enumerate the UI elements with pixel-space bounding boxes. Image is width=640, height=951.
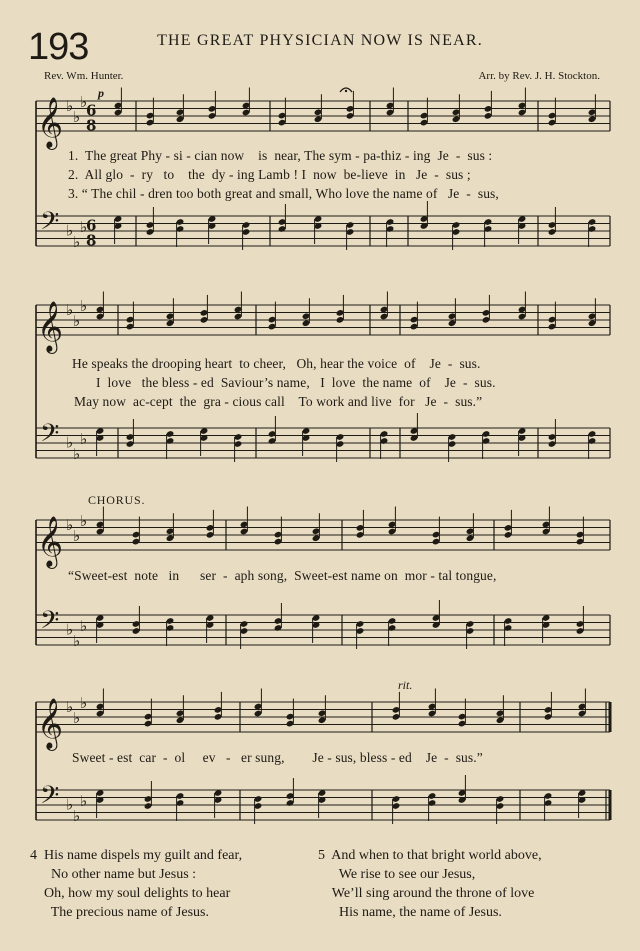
- treble-clef-icon: 𝄞: [37, 516, 64, 567]
- lyric-line-s1-v2: 2. All glo - ry to the dy - ing Lamb ! I now be-lieve in Je - sus ;: [68, 167, 471, 182]
- flat-sign-icon: ♭: [80, 616, 88, 635]
- flat-sign-icon: ♭: [73, 444, 81, 463]
- chorus-lyric-line-1: “Sweet-est note in ser - aph song, Sweet-est name on mor - tal tongue,: [68, 568, 497, 583]
- bass-clef-icon: 𝄢: [40, 207, 60, 242]
- stanza-4: [30, 846, 242, 922]
- hymn-number: 193: [28, 26, 89, 68]
- flat-sign-icon: ♭: [80, 297, 88, 315]
- flat-sign-icon: ♭: [66, 433, 74, 452]
- flat-sign-icon: ♭: [66, 221, 74, 240]
- time-signature-bottom: 8: [86, 231, 97, 250]
- dynamic-marking: p: [98, 86, 104, 100]
- flat-sign-icon: ♭: [80, 791, 88, 810]
- lyric-line-s1-v3: 3. “ The chil - dren too both great and small, Who love the name of Je - sus,: [68, 186, 499, 201]
- lyric-line-s2-v2: I love the bless - ed Saviour’s name, I love the name of Je - sus.: [96, 375, 496, 390]
- flat-sign-icon: ♭: [66, 697, 74, 716]
- tempo-marking: rit.: [398, 678, 413, 692]
- flat-sign-icon: ♭: [66, 515, 74, 534]
- treble-clef-icon: 𝄞: [37, 698, 64, 749]
- stanza-line: We rise to see our Jesus,: [318, 867, 476, 882]
- stanza-line: We’ll sing around the throne of love: [318, 886, 535, 901]
- flat-sign-icon: ♭: [73, 806, 81, 825]
- bass-clef-icon: 𝄢: [40, 419, 60, 454]
- stanza-line: No other name but Jesus :: [30, 867, 197, 882]
- flat-sign-icon: ♭: [73, 631, 81, 650]
- flat-sign-icon: ♭: [73, 527, 81, 545]
- flat-sign-icon: ♭: [66, 96, 74, 115]
- flat-sign-icon: ♭: [80, 217, 88, 236]
- time-signature-bottom: 8: [86, 116, 97, 135]
- lyric-line-s2-v1: He speaks the drooping heart to cheer, Oh, hear the voice of Je - sus.: [72, 356, 481, 371]
- time-signature-top: 6: [86, 216, 97, 235]
- author-credit: Rev. Wm. Hunter.: [44, 70, 124, 82]
- treble-clef-icon: 𝄞: [37, 301, 64, 352]
- lyric-line-s1-v1: 1. The great Phy - si - cian now is near, The sym - pa-thiz - ing Je - sus :: [68, 148, 493, 163]
- flat-sign-icon: ♭: [80, 93, 88, 111]
- stanza-line: The precious name of Jesus.: [30, 905, 209, 920]
- stanza-line: 4 His name dispels my guilt and fear,: [30, 848, 243, 863]
- stanza-line: 5 And when to that bright world above,: [318, 848, 542, 863]
- flat-sign-icon: ♭: [80, 512, 88, 530]
- flat-sign-icon: ♭: [66, 620, 74, 639]
- flat-sign-icon: ♭: [66, 300, 74, 319]
- chorus-label: CHORUS.: [88, 493, 146, 507]
- flat-sign-icon: ♭: [80, 429, 88, 448]
- time-signature-top: 6: [86, 101, 97, 120]
- flat-sign-icon: ♭: [73, 232, 81, 251]
- flat-sign-icon: ♭: [73, 312, 81, 330]
- chorus-lyric-line-2: Sweet - est car - ol ev - er sung, Je - sus, bless - ed Je - sus.”: [72, 750, 483, 765]
- flat-sign-icon: ♭: [80, 694, 88, 712]
- bass-clef-icon: 𝄢: [40, 781, 60, 816]
- arranger-credit: Arr. by Rev. J. H. Stockton.: [478, 70, 600, 82]
- fermata-dot: [345, 90, 347, 92]
- treble-clef-icon: 𝄞: [37, 97, 64, 148]
- stanza-line: Oh, how my soul delights to hear: [30, 886, 231, 901]
- bass-clef-icon: 𝄢: [40, 606, 60, 641]
- flat-sign-icon: ♭: [73, 709, 81, 727]
- flat-sign-icon: ♭: [73, 108, 81, 126]
- hymn-title: THE GREAT PHYSICIAN NOW IS NEAR.: [157, 32, 483, 49]
- stanza-5: [318, 846, 542, 922]
- stanza-line: His name, the name of Jesus.: [318, 905, 502, 920]
- lyric-line-s2-v3: May now ac-cept the gra - cious call To work and live for Je - sus.”: [74, 394, 483, 409]
- flat-sign-icon: ♭: [66, 795, 74, 814]
